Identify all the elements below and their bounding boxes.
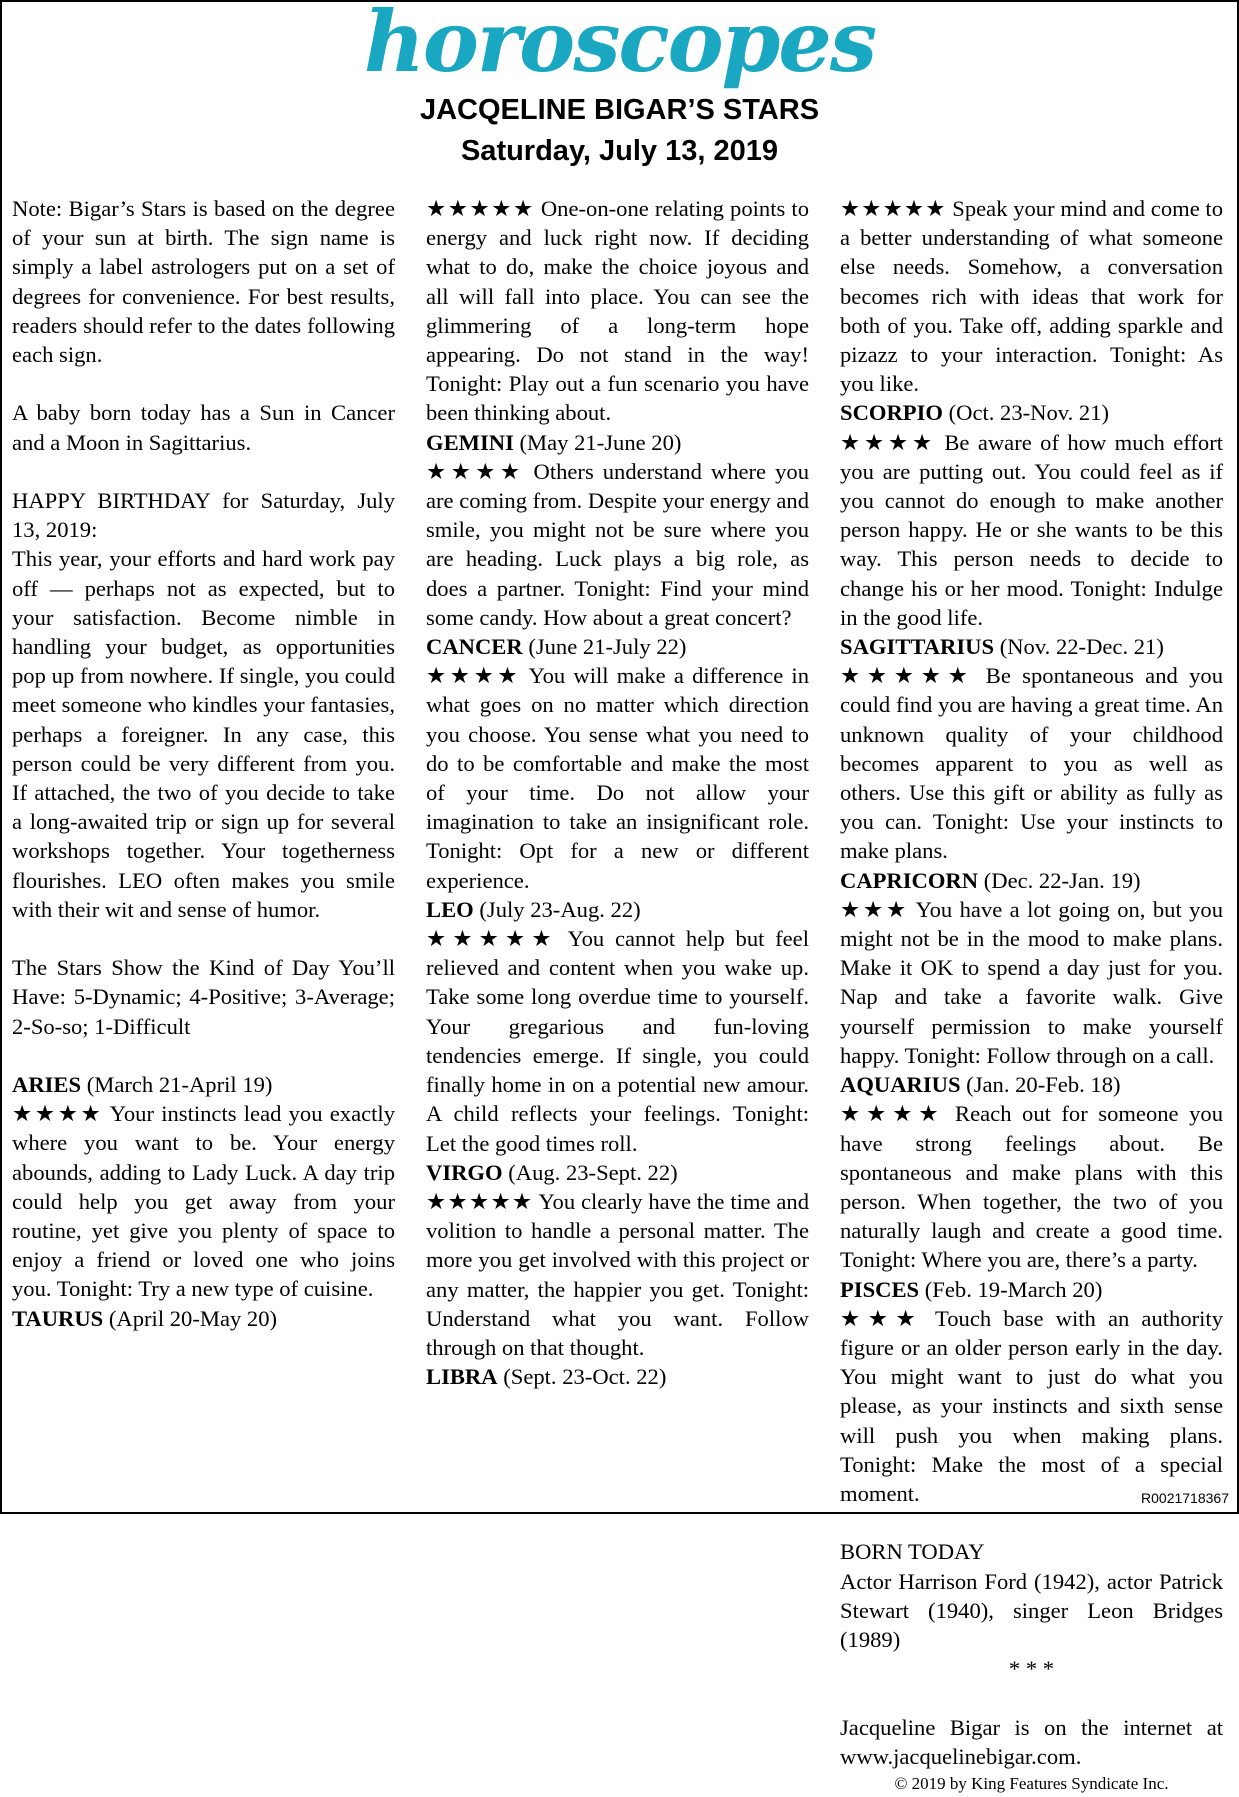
sign-text: You have a lot going on, but you might not be in the mood to make plans. Make it OK to spend a day just for you. Nap and take a favorite walk. Give yourself permission to make yourself happy. Tonight: Follow through on a call. <box>840 896 1224 1068</box>
stars-legend: The Stars Show the Kind of Day You’ll Have: 5-Dynamic; 4-Positive; 3-Average; 2-So-so; 1-Difficult <box>12 955 395 1039</box>
sign-text: Be spontaneous and you could find you are having a great time. An unknown quality of your childhood becomes apparent to you as well as others. Use this gift or ability as fully as you can. Tonight: Use your instincts to make plans. <box>840 663 1223 864</box>
born-today-heading: BORN TODAY <box>840 1539 985 1565</box>
sign-name: LEO <box>426 896 474 922</box>
star-rating: ★★★ <box>840 896 910 922</box>
star-rating: ★★★★★ <box>426 196 535 221</box>
sign-heading-cancer <box>426 632 809 661</box>
sign-entry-cancer <box>426 661 809 895</box>
sign-dates: (June 21-July 22) <box>528 634 687 660</box>
sign-heading-pisces <box>840 1275 1223 1304</box>
sign-name: GEMINI <box>426 429 514 455</box>
sign-dates: (March 21-April 19) <box>86 1072 273 1098</box>
sign-text: Touch base with an authority figure or an older person early in the day. You might want to just do what you please, as your instincts and sixth sense will push you when making plans. Tonight: Make the most of a special moment. <box>840 1305 1223 1506</box>
sign-heading-virgo <box>426 1158 809 1187</box>
sign-entry-scorpio <box>840 428 1223 632</box>
sign-entry-pisces <box>840 1304 1223 1508</box>
sign-dates: (Nov. 22-Dec. 21) <box>999 634 1164 660</box>
sign-dates: (Feb. 19-March 20) <box>924 1276 1103 1302</box>
sign-entry-sagittarius <box>840 661 1223 865</box>
sign-name: LIBRA <box>426 1364 498 1390</box>
star-rating: ★★★★ <box>840 1101 945 1127</box>
sign-entry-aries <box>12 1099 395 1303</box>
star-rating: ★★★★ <box>12 1101 104 1127</box>
sign-dates: (Jan. 20-Feb. 18) <box>966 1072 1121 1098</box>
publication-date: Saturday, July 13, 2019 <box>460 135 779 167</box>
sign-text: Speak your mind and come to a better understanding of what someone else needs. Somehow, a conversation becomes rich with ideas that work for both of you. Take off, adding sparkle and pizazz to your interaction. Tonight: As you like. <box>840 196 1223 397</box>
sign-heading-aquarius <box>840 1070 1223 1099</box>
star-rating: ★★★★★ <box>426 926 558 952</box>
internet-note: Jacqueline Bigar is on the internet at www.jacquelinebigar.com. <box>840 1714 1223 1769</box>
star-rating: ★★★★ <box>426 458 525 484</box>
sign-text: Your instincts lead you exactly where you want to be. Your energy abounds, adding to Lady Luck. A day trip could help you get away from your routine, yet give you plenty of space to enjoy a friend or loved one who joins you. Tonight: Try a new type of cuisine. <box>12 1101 395 1302</box>
baby-born-today: A baby born today has a Sun in Cancer and a Moon in Sagittarius. <box>12 400 395 455</box>
text-column-2 <box>426 194 809 1506</box>
horoscopes-logo: horoscopes <box>363 0 876 91</box>
sign-text: You clearly have the time and volition to handle a personal matter. The more you get involved with this project or any matter, the happier you get. Tonight: Understand what you want. Follow through on that thought. <box>426 1188 809 1360</box>
sign-heading-capricorn <box>840 866 1223 895</box>
star-rating: ★★★★ <box>426 663 522 689</box>
sign-dates: (Aug. 23-Sept. 22) <box>508 1159 678 1185</box>
star-rating: ★★★★★ <box>426 1188 534 1214</box>
text-column-3 <box>840 194 1224 1793</box>
sign-dates: (Dec. 22-Jan. 19) <box>983 867 1141 893</box>
sign-dates: (Sept. 23-Oct. 22) <box>503 1364 667 1390</box>
ad-code: R0021718367 <box>1141 1490 1229 1506</box>
sign-text: Others understand where you are coming from. Despite your energy and smile, you might not be sure where you are heading. Luck plays a big role, as does a partner. Tonight: Find your mind some candy. How about a great concert? <box>426 458 809 630</box>
sign-name: PISCES <box>840 1276 920 1302</box>
sign-heading-leo <box>426 895 809 924</box>
sign-name: CAPRICORN <box>840 867 979 893</box>
sign-heading-scorpio <box>840 398 1223 427</box>
sign-name: SCORPIO <box>840 400 943 426</box>
separator: * * * <box>1008 1656 1055 1682</box>
sign-name: SAGITTARIUS <box>840 634 995 660</box>
star-rating: ★★★★★ <box>840 663 975 689</box>
masthead <box>2 2 1237 182</box>
sign-name: TAURUS <box>12 1305 104 1331</box>
sign-entry-libra <box>840 194 1223 398</box>
sign-name: VIRGO <box>426 1159 503 1185</box>
star-rating: ★★★★ <box>840 429 936 455</box>
sign-entry-leo <box>426 924 809 1158</box>
text-column-1 <box>12 194 395 1506</box>
sign-entry-gemini <box>426 457 809 632</box>
sign-text: One-on-one relating points to energy and luck right now. If deciding what to do, make the choice joyous and all will fall into place. You can see the glimmering of a long-term hope appearing. Do not stand in the way! Tonight: Play out a fun scenario you have been thinking about. <box>426 196 809 426</box>
sign-heading-sagittarius <box>840 632 1223 661</box>
sign-dates: (April 20-May 20) <box>108 1305 278 1331</box>
sign-text: You cannot help but feel relieved and content when you wake up. Take some long overdue time to yourself. Your gregarious and fun-loving tendencies emerge. If single, you could finally home in on a potential new amour. A child reflects your feelings. Tonight: Let the good times roll. <box>426 926 809 1156</box>
sign-entry-aquarius <box>840 1099 1223 1274</box>
sign-dates: (May 21-June 20) <box>519 429 682 455</box>
sign-text: Reach out for someone you have strong feelings about. Be spontaneous and make plans with this person. When together, the two of you naturally laugh and create a good time. Tonight: Where you are, there’s a party. <box>840 1101 1223 1273</box>
sign-entry-virgo <box>426 1187 809 1362</box>
sign-entry-taurus <box>426 194 809 428</box>
sign-text: You will make a difference in what goes on no matter which direction you choose. You sense what you need to do to be comfortable and make the most of your time. Do not allow your imagination to take an insignificant role. Tonight: Opt for a new or different experience. <box>426 663 809 893</box>
sign-dates: (July 23-Aug. 22) <box>479 896 641 922</box>
star-rating: ★★★★★ <box>840 196 947 221</box>
copyright: © 2019 by King Features Syndicate Inc. <box>894 1773 1169 1793</box>
sign-dates: (Oct. 23-Nov. 21) <box>948 400 1110 426</box>
sign-name: CANCER <box>426 634 523 660</box>
sign-heading-libra <box>426 1362 809 1391</box>
star-rating: ★★★ <box>840 1305 924 1331</box>
born-today-text: Actor Harrison Ford (1942), actor Patrick Stewart (1940), singer Leon Bridges (1989) <box>840 1568 1223 1652</box>
sign-heading-aries <box>12 1070 395 1099</box>
sign-name: ARIES <box>12 1072 82 1098</box>
sign-name: AQUARIUS <box>840 1072 961 1098</box>
sign-heading-gemini <box>426 428 809 457</box>
birthday-text: This year, your efforts and hard work pay off — perhaps not as expected, but to your satisfaction. Become nimble in handling your budget, as opportunities pop up from nowhere. If single, you could meet someone who kindles your fantasies, perhaps a foreigner. In any case, this person could be very different from you. If attached, the two of you decide to take a long-awaited trip or sign up for several workshops together. Your togetherness flourishes. LEO often makes you smile with their wit and sense of humor. <box>12 546 395 922</box>
birthday-heading: HAPPY BIRTHDAY for Saturday, July 13, 2019: <box>12 488 395 543</box>
sign-heading-taurus <box>12 1304 395 1333</box>
sign-text: Be aware of how much effort you are putting out. You could feel as if you cannot do enough to make another person happy. He or she wants to be this way. This person needs to decide to change his or her mood. Tonight: Indulge in the good life. <box>840 429 1223 630</box>
sign-entry-capricorn <box>840 895 1223 1070</box>
intro-note: Note: Bigar’s Stars is based on the degree of your sun at birth. The sign name is simply a label astrologers put on a set of degrees for convenience. For best results, readers should refer to the dates following each sign. <box>12 196 395 368</box>
column-byline: JACQELINE BIGAR’S STARS <box>419 94 820 126</box>
